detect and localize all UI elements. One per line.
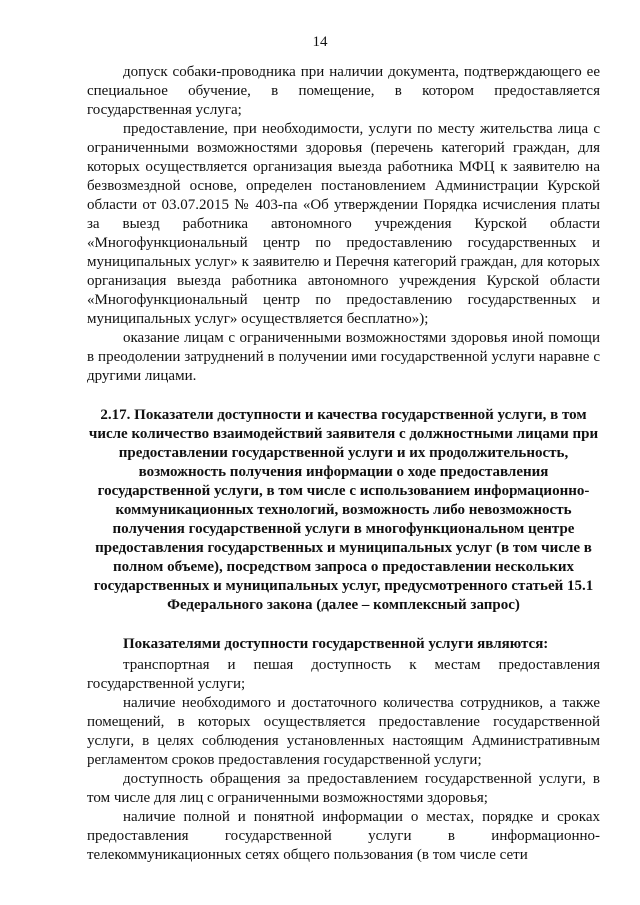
- document-body: [87, 63, 600, 865]
- paragraph-home-service: предоставление, при необходимости, услуги по месту жительства лица с ограниченными возможностями здоровья (перечень категорий граждан, для которых осуществляется организация выезда работника МФЦ к заявителю на безвозмездной основе, определен постановлением Администрации Курской области от 03.07.2015 № 403-па «Об утверждении Порядка исчисления платы за выезд работника автономного учреждения Курской области «Многофункциональный центр по предоставлению государственных и муниципальных услуг» к заявителю и Перечня категорий граждан, для которых организация выезда работника автономного учреждения Курской области «Многофункциональный центр по предоставлению государственных и муниципальных услуг» осуществляется бесплатно»);: [87, 121, 600, 327]
- paragraph-access-for-disabled: доступность обращения за предоставлением государственной услуги, в том числе для лиц с ограниченными возможностями здоровья;: [87, 771, 600, 806]
- paragraph-guide-dog: допуск собаки-проводника при наличии документа, подтверждающего ее специальное обучение, в помещение, в котором предоставляется государственная услуга;: [87, 64, 600, 118]
- section-heading-2-17: 2.17. Показатели доступности и качества государственной услуги, в том числе количество взаимодействий заявителя с должностными лицами при предоставлении государственной услуги и их продолжительность, возможность получения информации о ходе предоставления государственной услуги, в том числе с использованием информационно-коммуникационных технологий, возможность либо невозможность получения государственной услуги в многофункциональном центре предоставления государственных и муниципальных услуг (в том числе в полном объеме), посредством запроса о предоставлении нескольких государственных и муниципальных услуг, предусмотренного статьей 15.1 Федерального закона (далее – комплексный запрос): [88, 407, 599, 613]
- paragraph-information-availability: наличие полной и понятной информации о местах, порядке и сроках предоставления государственной услуги в информационно-телекоммуникационных сетях общего пользования (в том числе сети: [87, 809, 600, 863]
- page-number: 14: [312, 34, 328, 50]
- paragraph-staff-premises: наличие необходимого и достаточного количества сотрудников, а также помещений, в которых осуществляется предоставление государственной услуги, в целях соблюдения установленных настоящим Административным регламентом сроков предоставления государственной услуги;: [87, 695, 600, 768]
- paragraph-transport-access: транспортная и пешая доступность к местам предоставления государственной услуги;: [87, 657, 600, 692]
- paragraph-other-assistance: оказание лицам с ограниченными возможностями здоровья иной помощи в преодолении затруднений в получении ими государственной услуги наравне с другими лицами.: [87, 330, 600, 384]
- subheading-accessibility-indicators: Показателями доступности государственной услуги являются:: [123, 636, 549, 652]
